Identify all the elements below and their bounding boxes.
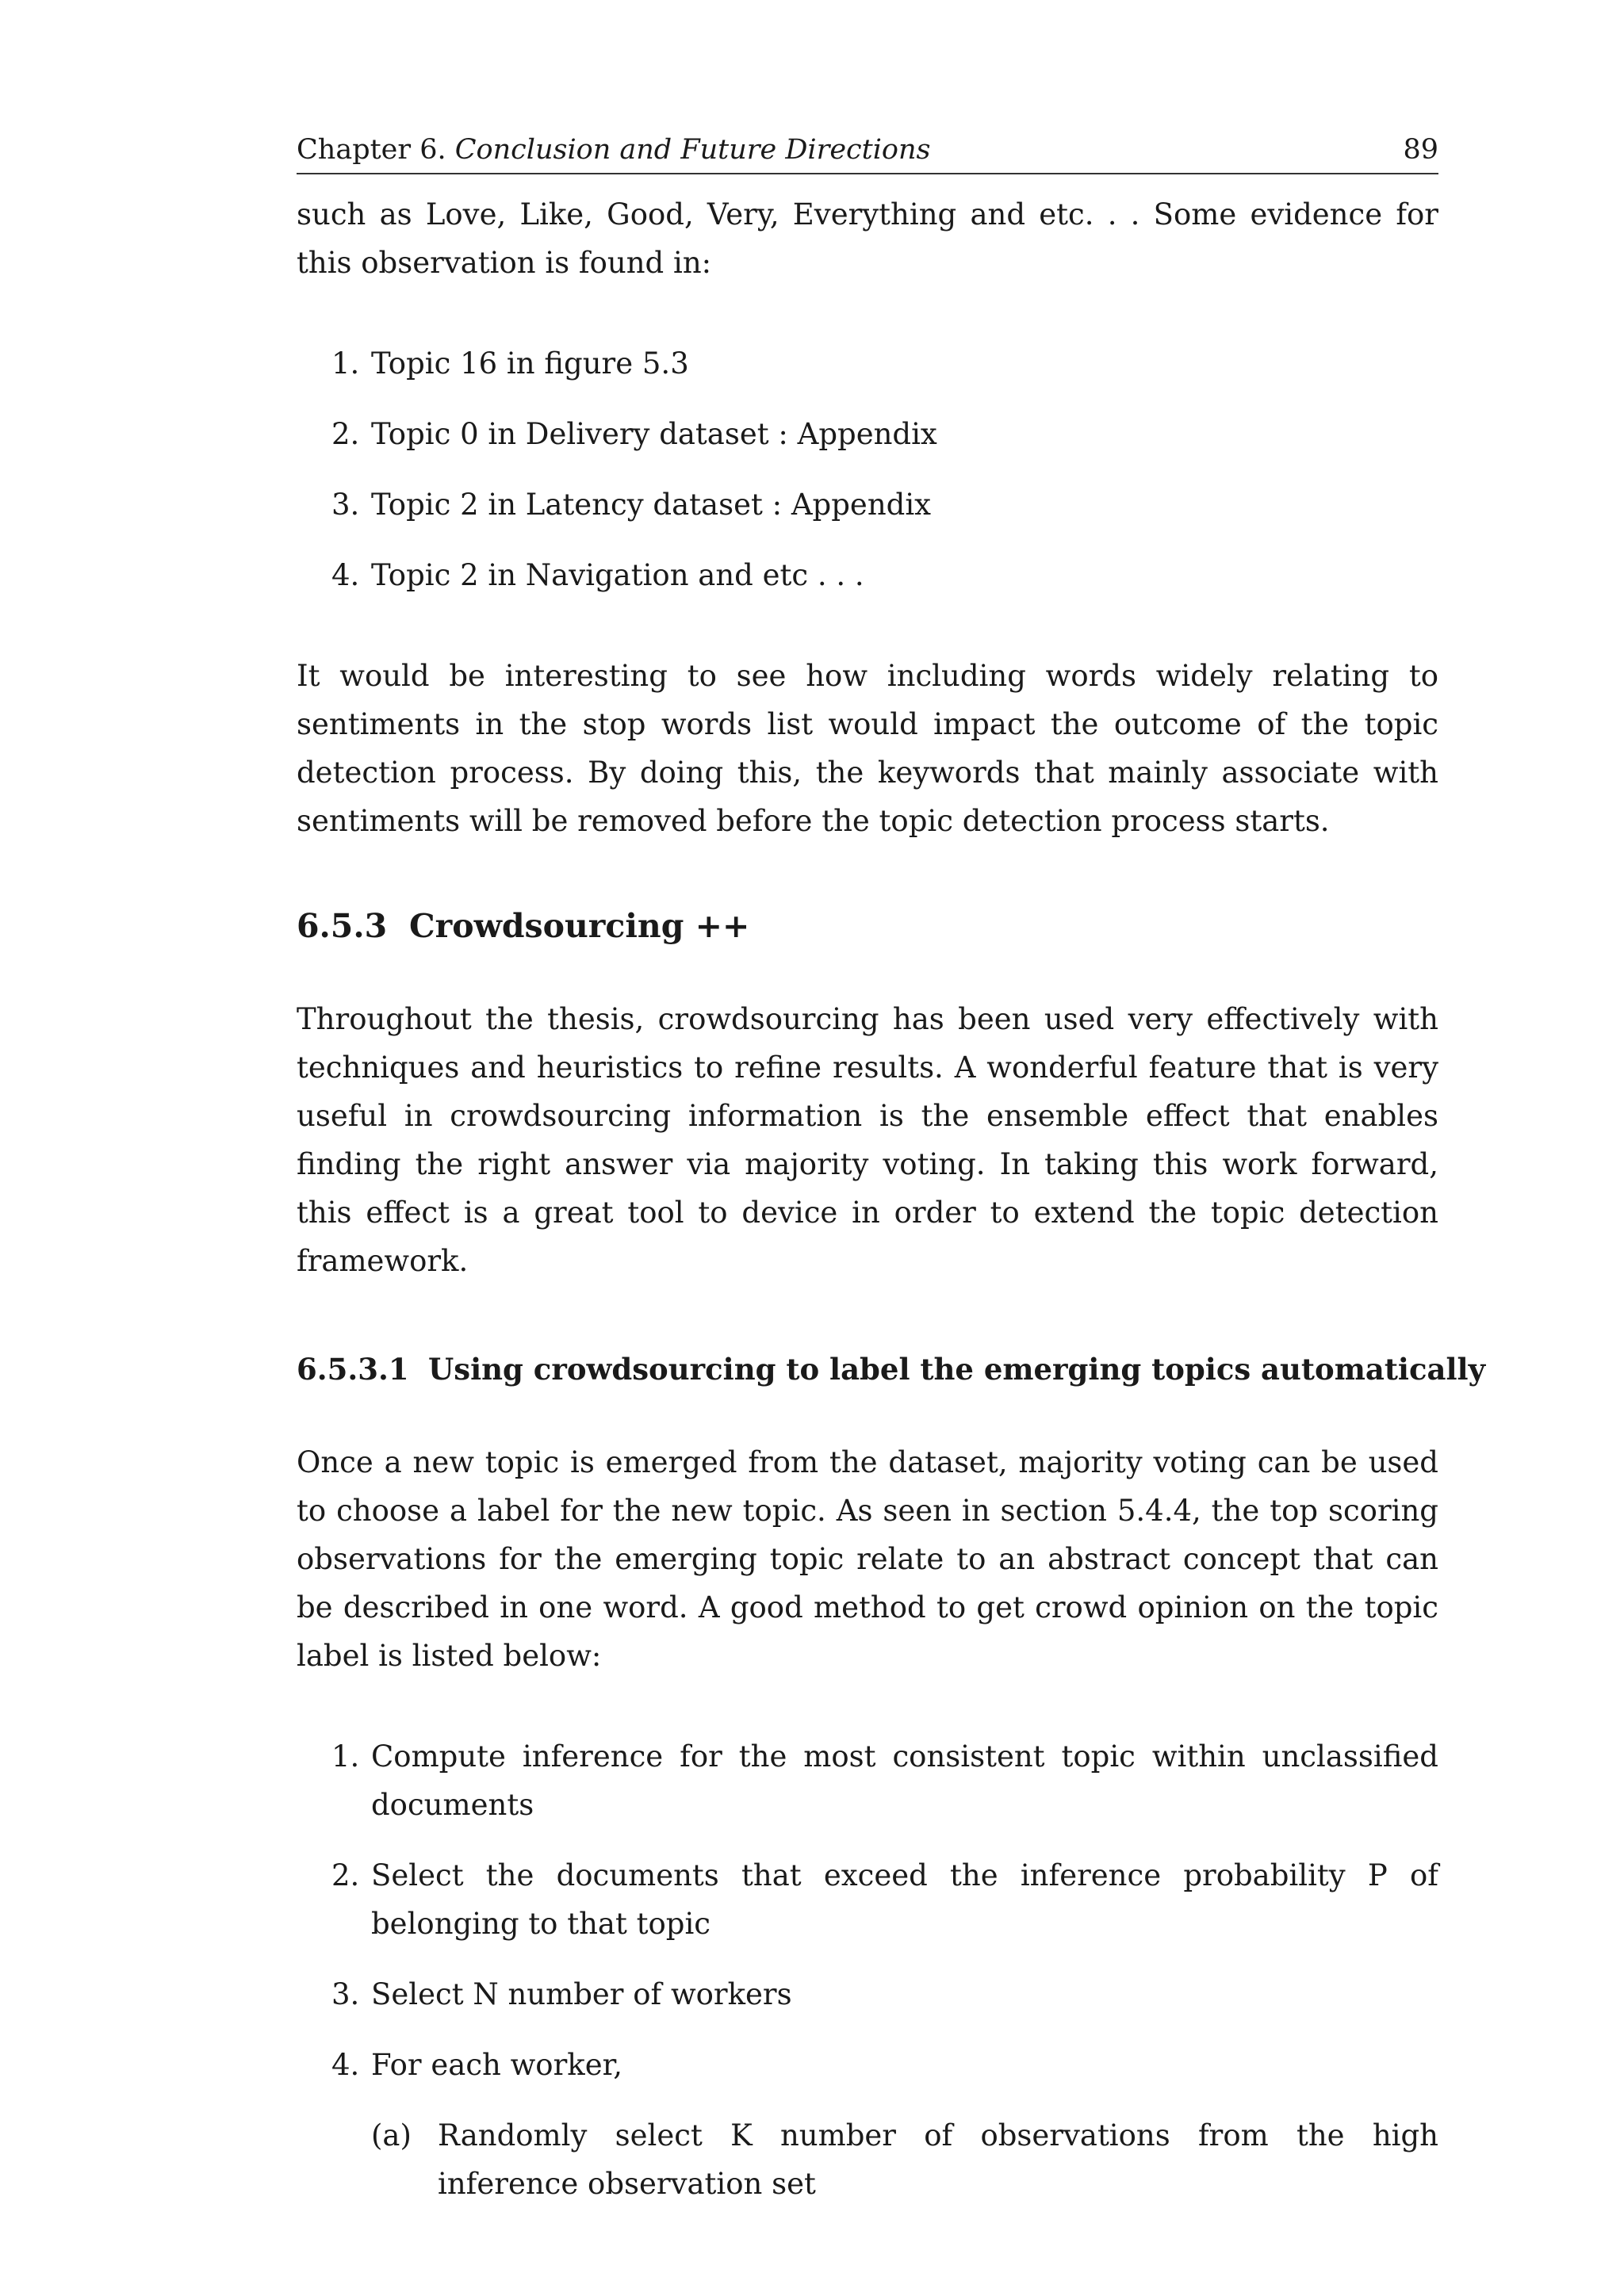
sublist-item: (a) Randomly select K number of observations from the high inference observation set [371, 2118, 1438, 2201]
stopwords-paragraph: It would be interesting to see how including words widely relating to sentiments in the stop words list would impact the outcome of the topic detection process. By doing this, the keywords that mainly associate with sentiments will be removed before the topic detection process starts. [297, 659, 1438, 838]
list-item: 2. Select the documents that exceed the inference probability P of belonging to that topic [331, 1858, 1438, 1941]
list-item: 1. Compute inference for the most consistent topic within unclassified documents [331, 1739, 1438, 1822]
section-heading-6-5-3: 6.5.3 Crowdsourcing ++ [297, 907, 750, 945]
section-heading-6-5-3-1: 6.5.3.1 Using crowdsourcing to label the emerging topics automatically [297, 1352, 1486, 1387]
list-item: 3. Topic 2 in Latency dataset : Appendix [331, 488, 932, 522]
header-chapter-title: Conclusion and Future Directions [454, 134, 931, 166]
labeling-paragraph: Once a new topic is emerged from the dataset, majority voting can be used to choose a label for the new topic. As seen in section 5.4.4, the top scoring observations for the emerging topic relate to an abstract concept that can be described in one word. A good method to get crowd opinion on the topic label is listed below: [297, 1445, 1438, 1673]
page-content [297, 127, 1486, 2208]
list-item: 3. Select N number of workers [331, 1977, 792, 2011]
method-sublist [371, 2111, 1438, 2208]
header-chapter: Chapter 6. Conclusion and Future Directions [297, 134, 931, 166]
crowdsourcing-paragraph: Throughout the thesis, crowdsourcing has been used very effectively with techniques and heuristics to refine results. A wonderful feature that is very useful in crowdsourcing information is the ensemble effect that enables finding the right answer via majority voting. In taking this work forward, this effect is a great tool to device in order to extend the topic detection framework. [297, 1002, 1438, 1278]
running-header [297, 127, 1438, 174]
list-item: 1. Topic 16 in figure 5.3 [331, 346, 689, 381]
list-item: 2. Topic 0 in Delivery dataset : Appendix [331, 417, 937, 451]
intro-paragraph: such as Love, Like, Good, Very, Everything and etc. . . Some evidence for this observation is found in: [297, 197, 1438, 280]
evidence-list [297, 339, 1438, 599]
method-list [297, 1732, 1438, 2208]
list-item: 4. For each worker, (a) Randomly select K number of observations from the high inference observation set [297, 2041, 1438, 2208]
page-number: 89 [1403, 134, 1438, 166]
list-item: 4. Topic 2 in Navigation and etc . . . [331, 558, 864, 592]
